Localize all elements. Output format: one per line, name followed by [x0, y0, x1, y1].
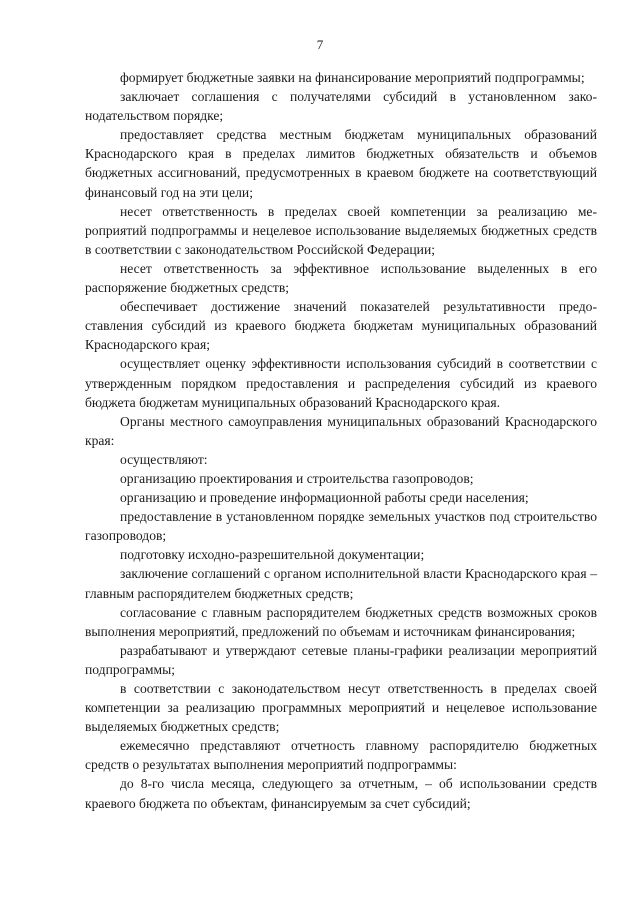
- paragraph-9: осуществляют:: [120, 451, 208, 467]
- paragraph-16: разрабатывают и утверждают сетевые планы-графики реализации мероприятий подпрограммы;: [85, 642, 597, 677]
- paragraph-17: в соответствии с законодательством несут ответственность в пределах своей компетенции за реализацию программных мероприятий и нецелевое использование выделяемых бюджетных средств;: [85, 681, 597, 735]
- paragraph-12: предоставление в установленном порядке земельных участков под строительство газопроводов;: [85, 509, 597, 544]
- paragraph-7: осуществляет оценку эффективности использования субсидий в соответствии с утвержденным порядком предоставления и распределения субсидий из краевого бюджета бюджетам муниципальных образований Краснодарского края.: [85, 356, 597, 410]
- paragraph-14: заключение соглашений с органом исполнительной власти Краснодарского края – главным распорядителем бюджетных средств;: [85, 566, 597, 601]
- paragraph-13: подготовку исходно-разрешительной документации;: [120, 547, 425, 563]
- paragraph-18: ежемесячно представляют отчетность главному распорядителю бюджетных средств о результатах выполнения мероприятий подпрограммы:: [85, 738, 597, 773]
- paragraph-4: несет ответственность в пределах своей компетенции за реализацию мероприятий подпрограммы и нецелевое использование выделяемых бюджетных средств в соответствии с законодательством Российской Федерации;: [85, 203, 597, 257]
- paragraph-1: формирует бюджетные заявки на финансирование мероприятий подпрограммы;: [120, 70, 585, 85]
- paragraph-11: организацию и проведение информационной работы среди населения;: [120, 490, 529, 506]
- paragraph-19: до 8-го числа месяца, следующего за отчетным, – об использовании средств краевого бюджета по объектам, финансируемым за счет субсидий;: [85, 776, 597, 811]
- paragraph-5: несет ответственность за эффективное использование выделенных в его распоряжение бюджетных средств;: [85, 260, 597, 296]
- paragraph-10: организацию проектирования и строительства газопроводов;: [120, 470, 474, 486]
- page-number: 7: [316, 37, 324, 52]
- paragraph-2: заключает соглашения с получателями субсидий в установленном законодательством порядке;: [85, 89, 597, 124]
- paragraph-6: обеспечивает достижение значений показателей результативности предоставления субсидий из краевого бюджета бюджетам муниципальных образований Краснодарского края;: [85, 299, 597, 353]
- paragraph-3: предоставляет средства местным бюджетам муниципальных образований Краснодарского края в пределах лимитов бюджетных обязательств и объемов бюджетных ассигнований, предусмотренных в краевом бюджете на соответствующий финансовый год на эти цели;: [85, 127, 597, 200]
- paragraph-15: согласование с главным распорядителем бюджетных средств возможных сроков выполнения мероприятий, предложений по объемам и источникам финансирования;: [85, 604, 597, 639]
- paragraph-8: Органы местного самоуправления муниципальных образований Краснодарского края:: [85, 413, 597, 448]
- document-body: [85, 68, 597, 813]
